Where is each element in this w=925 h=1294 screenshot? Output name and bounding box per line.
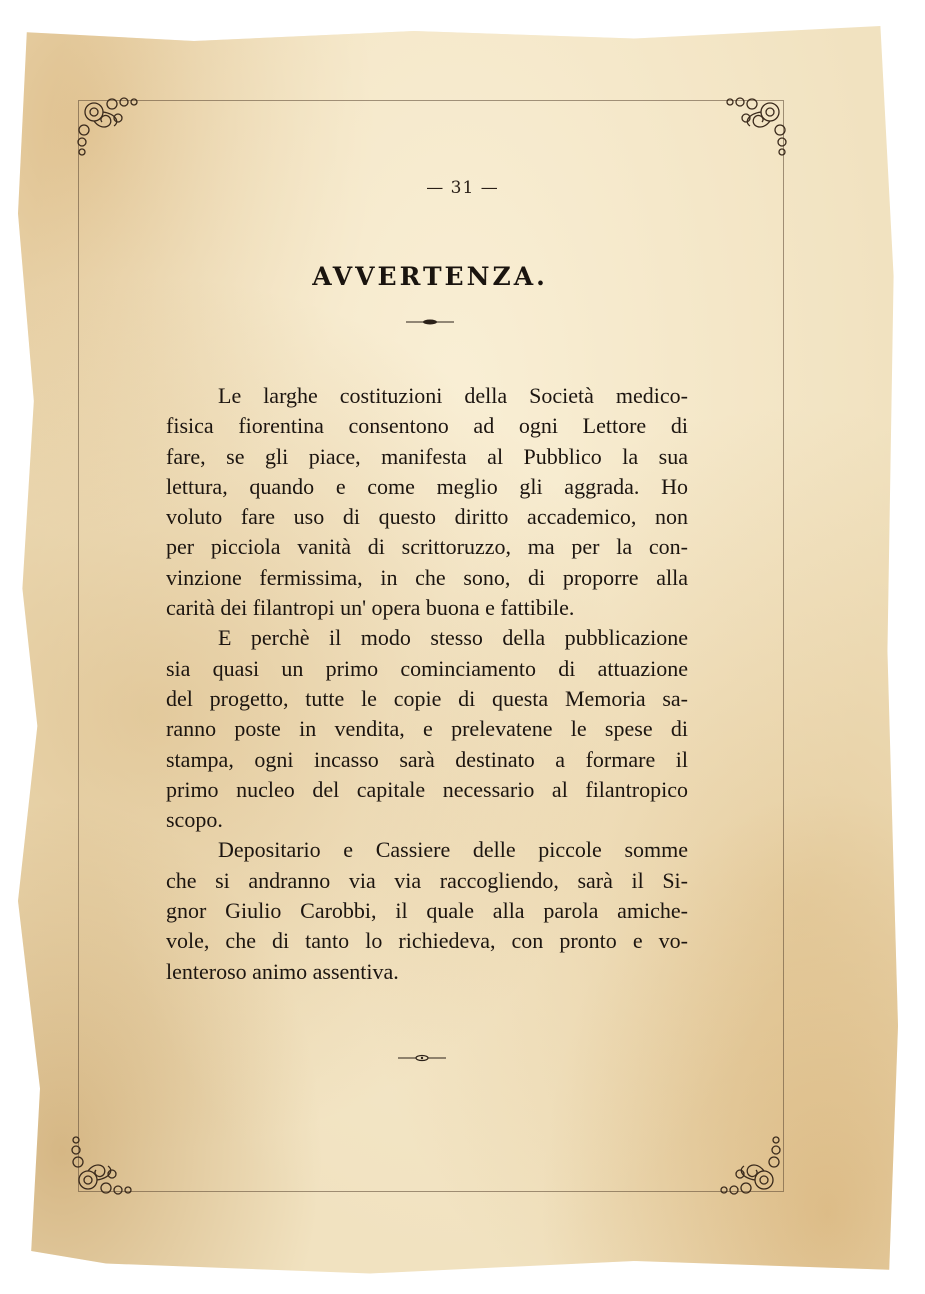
text-line: gnor Giulio Carobbi, il quale alla parola amiche- bbox=[166, 898, 688, 924]
text-line: stampa, ogni incasso sarà destinato a formare il bbox=[166, 746, 688, 772]
text-line: lettura, quando e come meglio gli aggrada. Ho bbox=[166, 473, 688, 499]
top-right-flourish-icon bbox=[712, 92, 792, 172]
text-line: lenteroso animo assentiva. bbox=[166, 958, 399, 984]
title-rule-ornament-icon bbox=[406, 318, 454, 326]
paragraph-1 bbox=[166, 381, 688, 623]
text-line: che si andranno via via raccogliendo, sarà il Si- bbox=[166, 867, 688, 893]
paragraph-2 bbox=[166, 623, 688, 835]
text-line: sia quasi un primo cominciamento di attuazione bbox=[166, 655, 688, 681]
page-title: AVVERTENZA. bbox=[312, 262, 548, 291]
text-line: E perchè il modo stesso della pubblicazione bbox=[218, 625, 688, 651]
paragraph-3 bbox=[166, 835, 688, 986]
text-line: del progetto, tutte le copie di questa Memoria sa- bbox=[166, 685, 688, 711]
text-line: per picciola vanità di scrittoruzzo, ma per la con- bbox=[166, 534, 688, 560]
text-line: voluto fare uso di questo diritto accademico, non bbox=[166, 504, 688, 530]
page-number: — 31 — bbox=[426, 178, 499, 198]
text-line: fare, se gli piace, manifesta al Pubblico la sua bbox=[166, 443, 688, 469]
text-line: carità dei filantropi un' opera buona e fattibile. bbox=[166, 595, 575, 621]
notice-body bbox=[166, 381, 688, 987]
top-left-flourish-icon bbox=[72, 92, 152, 172]
text-line: scopo. bbox=[166, 807, 223, 833]
end-rule-ornament-icon bbox=[398, 1054, 446, 1062]
text-line: Depositario e Cassiere delle piccole somme bbox=[218, 837, 688, 863]
text-line: vole, che di tanto lo richiedeva, con pronto e vo- bbox=[166, 928, 688, 954]
bottom-left-flourish-icon bbox=[66, 1120, 146, 1200]
text-line: primo nucleo del capitale necessario al filantropico bbox=[166, 776, 688, 802]
text-line: ranno poste in vendita, e prelevatene le spese di bbox=[166, 716, 688, 742]
bottom-right-flourish-icon bbox=[706, 1120, 786, 1200]
text-line: vinzione fermissima, in che sono, di proporre alla bbox=[166, 564, 688, 590]
text-line: Le larghe costituzioni della Società medico- bbox=[218, 383, 688, 408]
text-line: fisica fiorentina consentono ad ogni Lettore di bbox=[166, 413, 688, 439]
